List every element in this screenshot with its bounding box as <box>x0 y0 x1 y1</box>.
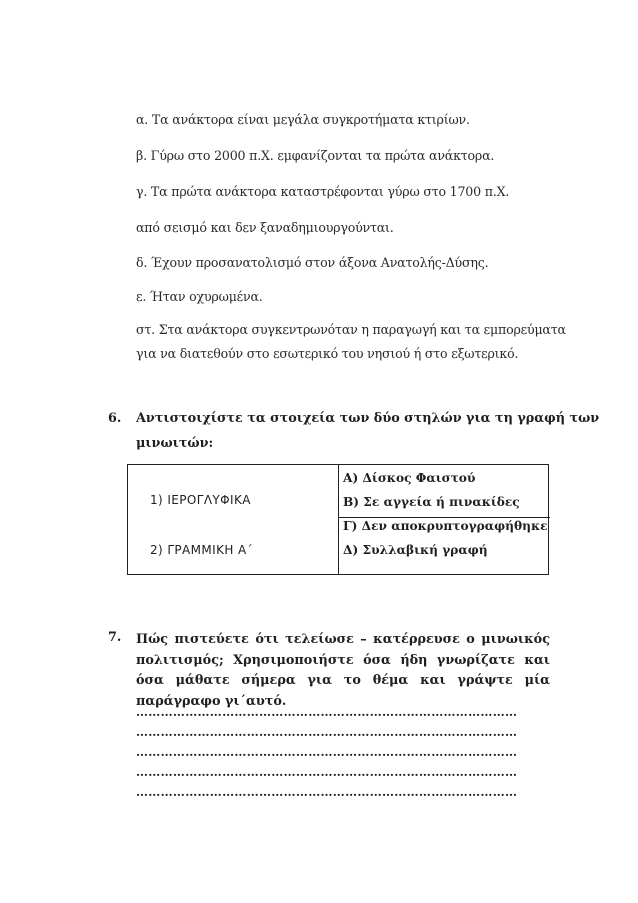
left-item-hieroglyphic: 1) ΙΕΡΟΓΛΥΦΙΚΑ <box>150 493 251 507</box>
left-item-linear-a: 2) ΓΡΑΜΜΙΚΗ Α΄ <box>150 543 254 557</box>
question6-prompt-line2: μινωιτών: <box>136 436 214 451</box>
right-item-b: Β) Σε αγγεία ή πινακίδες <box>343 495 520 509</box>
statement-a: α. Τα ανάκτορα είναι μεγάλα συγκροτήματα κτιρίων. <box>136 112 470 127</box>
statement-e: ε. Ήταν οχυρωμένα. <box>136 289 263 304</box>
answer-line[interactable]: ………………………………………………………………………………… <box>136 745 518 759</box>
statement-st-line2: για να διατεθούν στο εσωτερικό του νησιού ή στο εξωτερικό. <box>136 346 519 361</box>
question6-prompt-line1: Αντιστοιχίστε τα στοιχεία των δύο στηλών για τη γραφή των <box>136 411 600 426</box>
statement-c-continued: από σεισμό και δεν ξαναδημιουργούνται. <box>136 220 394 235</box>
statement-d: δ. Έχουν προσανατολισμό στον άξονα Ανατολής-Δύσης. <box>136 255 489 270</box>
answer-line[interactable]: ………………………………………………………………………………… <box>136 765 518 779</box>
statement-c: γ. Τα πρώτα ανάκτορα καταστρέφονται γύρω στο 1700 π.Χ. <box>136 184 510 199</box>
table-row-divider <box>338 517 550 518</box>
question7-prompt: Πώς πιστεύετε ότι τελείωσε – κατέρρευσε ο μινωικός πολιτισμός; Χρησιμοποιήστε όσα ήδη γνωρίζατε και όσα μάθατε σήμερα για το θέμα και γράψτε μία παράγραφο γι΄αυτό. <box>136 632 550 709</box>
matching-table <box>127 464 549 575</box>
answer-line[interactable]: ………………………………………………………………………………… <box>136 725 518 739</box>
right-item-c: Γ) Δεν αποκρυπτογραφήθηκε <box>343 519 548 533</box>
right-item-a: Α) Δίσκος Φαιστού <box>343 471 476 485</box>
question6-number: 6. <box>108 411 122 426</box>
table-column-divider <box>338 465 339 574</box>
answer-line[interactable]: ………………………………………………………………………………… <box>136 705 518 719</box>
right-item-d: Δ) Συλλαβική γραφή <box>343 543 488 557</box>
answer-line[interactable]: ………………………………………………………………………………… <box>136 785 518 799</box>
statement-b: β. Γύρω στο 2000 π.Χ. εμφανίζονται τα πρώτα ανάκτορα. <box>136 148 495 163</box>
question7-number: 7. <box>108 630 122 645</box>
statement-st-line1: στ. Στα ανάκτορα συγκεντρωνόταν η παραγωγή και τα εμπορεύματα <box>136 322 566 337</box>
